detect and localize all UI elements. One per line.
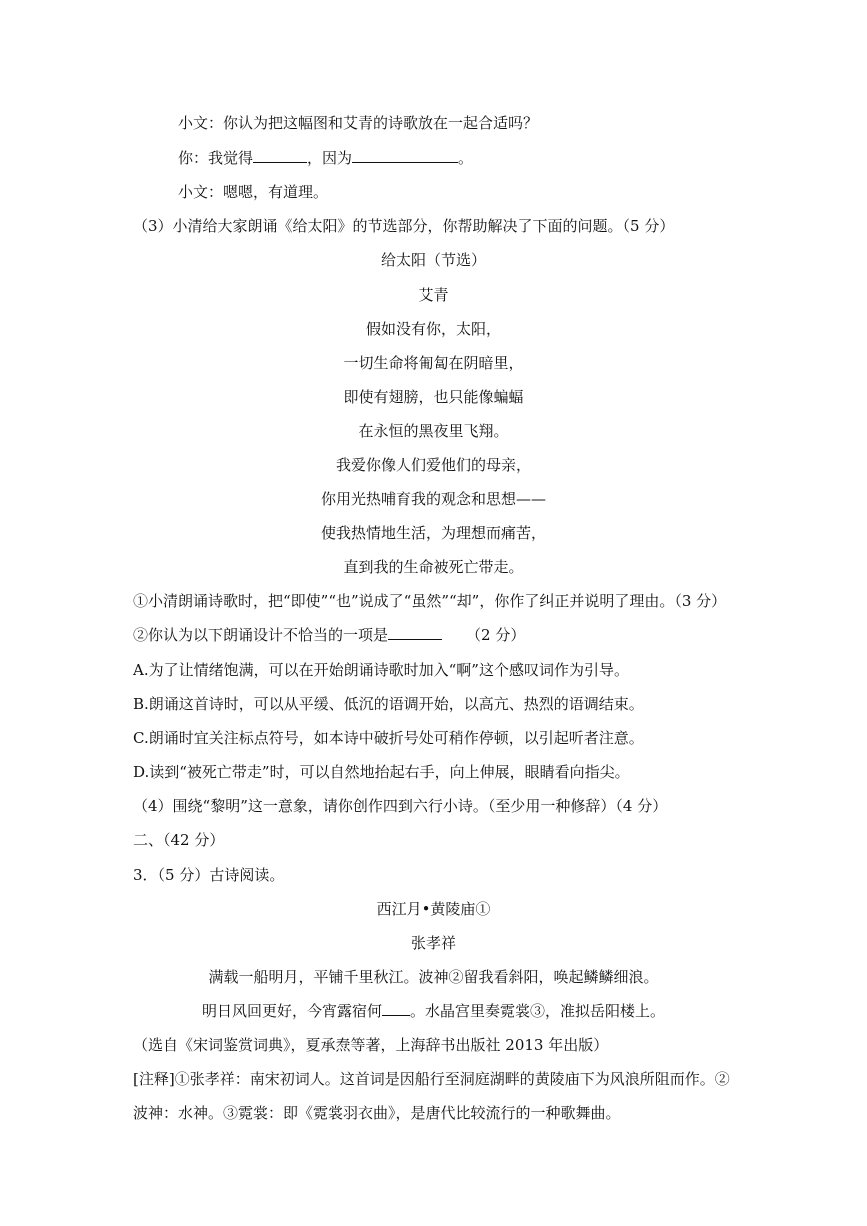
ci-title: 西江月•黄陵庙①: [376, 900, 491, 918]
poem-line: 直到我的生命被死亡带走。: [343, 558, 524, 576]
dialogue-line-2-mid: ，因为: [307, 149, 353, 167]
ci-author: 张孝祥: [410, 934, 456, 952]
question-3: （3）小清给大家朗诵《给太阳》的节选部分，你帮助解决了下面的问题。（5 分）: [133, 217, 675, 235]
question-3-poetry: 3．（5 分）古诗阅读。: [133, 866, 285, 884]
poem-line: 使我热情地生活，为理想而痛苦，: [320, 524, 546, 542]
annotation-line-1: [注释]①张孝祥：南宋初词人。这首词是因船行至洞庭湖畔的黄陵庙下为风浪所阻而作。②: [133, 1070, 730, 1088]
option-a: A.为了让情绪饱满，可以在开始朗诵诗歌时加入“啊”这个感叹词作为引导。: [133, 661, 629, 679]
ci-line-1: 满载一船明月，平铺千里秋江。波神②留我看斜阳，唤起鳞鳞细浪。: [208, 968, 659, 986]
poem-line: 一切生命将匍匐在阴暗里，: [343, 354, 524, 372]
poem-line: 假如没有你，太阳，: [365, 320, 501, 338]
ci-line-2: [0, 1001, 867, 1021]
sub-question-2-score: （2 分）: [466, 626, 526, 644]
ci-line-2-start: 明日风回更好，今宵露宿何: [201, 1002, 382, 1020]
sub-question-2-text: ②你认为以下朗诵设计不恰当的一项是: [133, 626, 389, 644]
option-d: D.读到“被死亡带走”时，可以自然地抬起右手，向上伸展，眼睛看向指尖。: [133, 763, 630, 781]
poem-line: 在永恒的黑夜里飞翔。: [358, 422, 509, 440]
answer-blank-3: [388, 625, 442, 640]
section-heading-2: 二、（42 分）: [133, 831, 225, 849]
dialogue-line-1: 小文：你认为把这幅图和艾青的诗歌放在一起合适吗？: [178, 114, 539, 132]
ci-line-2-end: 。水晶宫里奏霓裳③，准拟岳阳楼上。: [410, 1002, 666, 1020]
answer-blank-1: [253, 148, 307, 163]
sub-question-1: ①小清朗诵诗歌时，把“即使”“也”说成了“虽然”“却”，你作了纠正并说明了理由。（3 分）: [133, 592, 727, 610]
poem-title: 给太阳（节选）: [380, 251, 486, 269]
question-4: （4）围绕“黎明”这一意象，请你创作四到六行小诗。（至少用一种修辞）（4 分）: [133, 797, 668, 815]
annotation-line-2: 波神：水神。③霓裳：即《霓裳羽衣曲》，是唐代比较流行的一种歌舞曲。: [133, 1104, 621, 1122]
poem-line: 即使有翅膀，也只能像蝙蝠: [343, 388, 524, 406]
option-b: B.朗诵这首诗时，可以从平缓、低沉的语调开始，以高亢、热烈的语调结束。: [133, 695, 644, 713]
poem-line: 你用光热哺育我的观念和思想——: [320, 490, 546, 508]
dialogue-line-3: 小文：嗯嗯，有道理。: [178, 183, 329, 201]
dialogue-line-2-start: 你：我觉得: [178, 149, 254, 167]
dialogue-line-2: [178, 148, 473, 168]
answer-blank-2: [352, 148, 458, 163]
source-citation: （选自《宋词鉴赏词典》，夏承焘等著，上海辞书出版社 2013 年出版）: [133, 1036, 609, 1054]
sub-question-2: [133, 625, 525, 645]
poem-author: 艾青: [418, 286, 449, 304]
answer-blank-4: [382, 1001, 410, 1016]
option-c: C.朗诵时宜关注标点符号，如本诗中破折号处可稍作停顿，以引起听者注意。: [133, 729, 644, 747]
dialogue-line-2-end: 。: [458, 149, 474, 167]
poem-line: 我爱你像人们爱他们的母亲，: [335, 456, 531, 474]
